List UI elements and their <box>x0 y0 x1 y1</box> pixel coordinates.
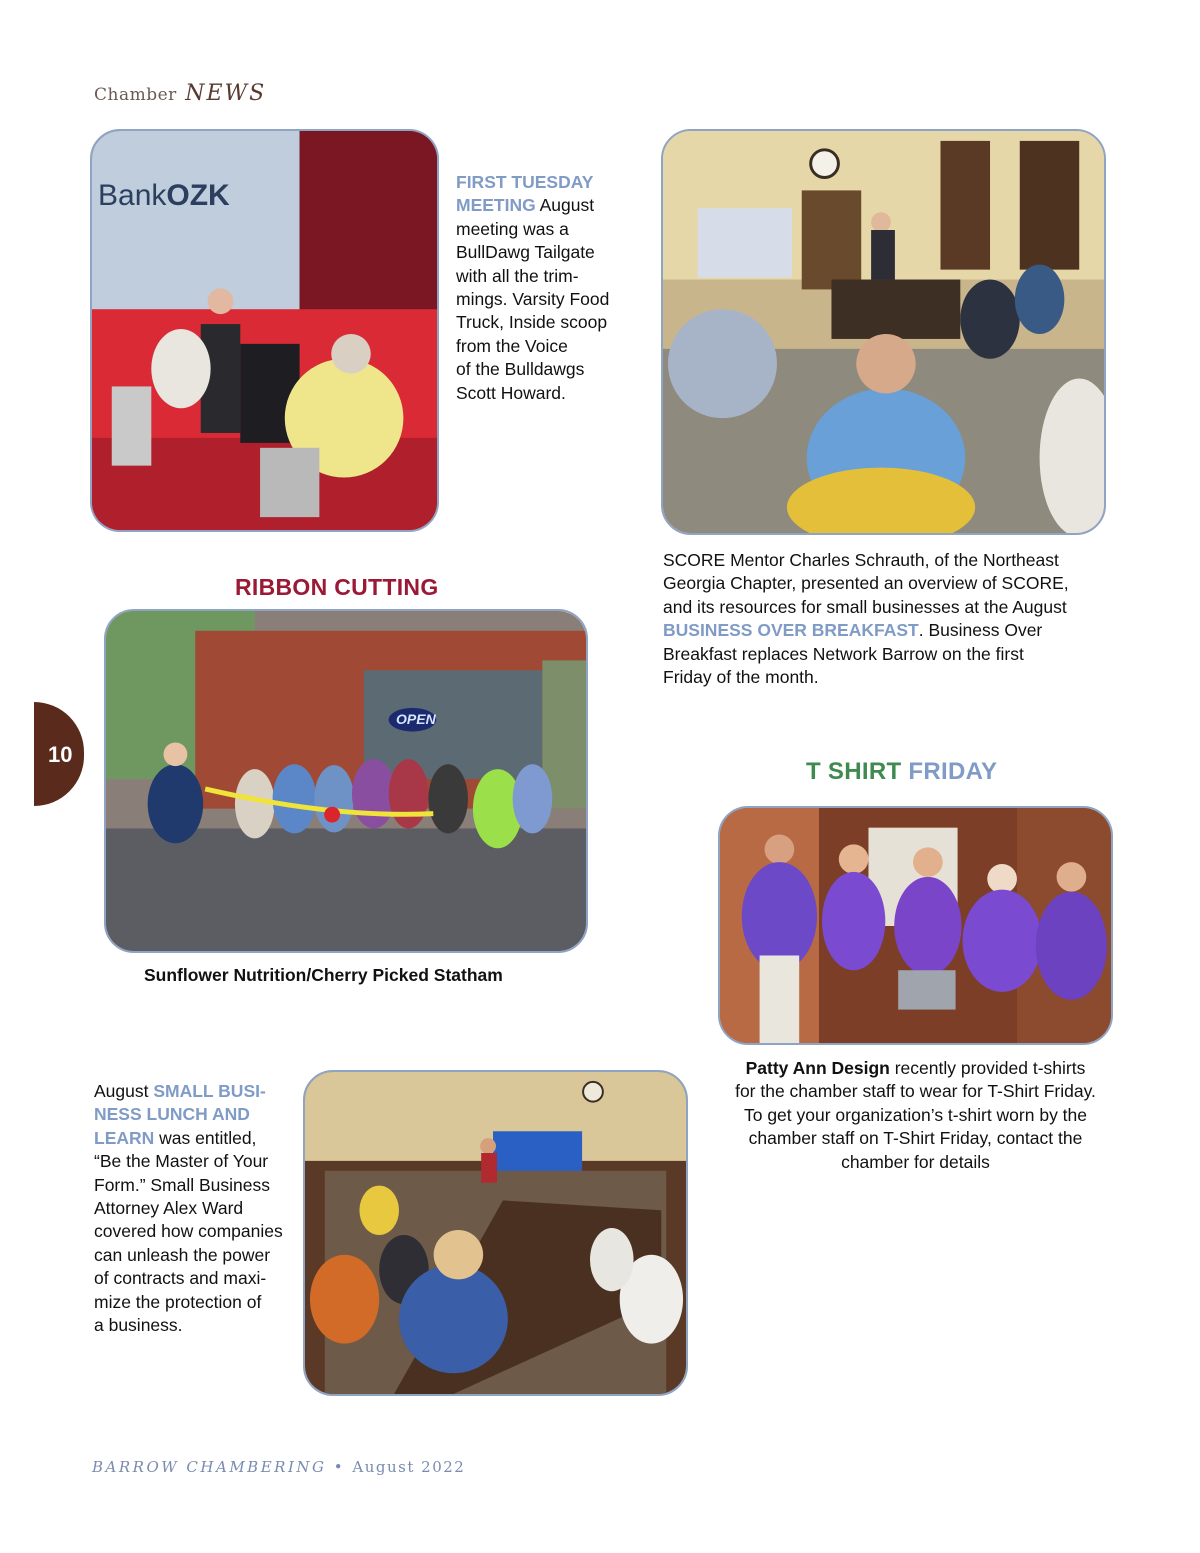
lunch-line: was entitled, <box>154 1127 257 1148</box>
first-tuesday-line: of the Bulldawgs <box>456 359 585 380</box>
lunch-line: of contracts and maxi- <box>94 1268 267 1289</box>
first-tuesday-line: BullDawg Tailgate <box>456 242 595 263</box>
lunch-line: can unleash the power <box>94 1244 271 1265</box>
lunch-line: Form.” Small Business <box>94 1174 271 1195</box>
patty-ann-design: Patty Ann Design <box>745 1058 890 1078</box>
first-tuesday-line: August <box>535 195 595 216</box>
lunch-prefix: August <box>94 1081 154 1101</box>
lunch-and-learn-text <box>94 1080 294 1337</box>
tshirt-friday-title <box>806 758 997 786</box>
lunch-highlight-3: LEARN <box>94 1127 155 1148</box>
page-number-tab <box>34 702 84 806</box>
tshirt-caption <box>718 1057 1113 1174</box>
bank-ozk-sign-b: OZK <box>166 179 230 212</box>
score-line: . Business Over <box>918 620 1043 641</box>
header-news: NEWS <box>185 81 267 106</box>
score-line: SCORE Mentor Charles Schrauth, of the Northeast <box>663 550 1059 570</box>
lunch-line: Attorney Alex Ward <box>94 1198 244 1219</box>
lunch-and-learn-photo <box>303 1070 688 1396</box>
first-tuesday-line: Truck, Inside scoop <box>456 312 608 333</box>
tshirt-friday-photo <box>718 806 1113 1045</box>
first-tuesday-highlight-2: MEETING <box>456 195 536 216</box>
score-presentation-photo <box>661 129 1106 535</box>
score-text <box>663 549 1103 689</box>
first-tuesday-text <box>456 171 646 405</box>
open-sign: OPEN <box>396 711 436 727</box>
first-tuesday-line: meeting was a <box>456 218 569 239</box>
score-line: Friday of the month. <box>663 667 819 688</box>
first-tuesday-highlight-1: FIRST TUESDAY <box>456 172 594 192</box>
header-chamber: Chamber <box>94 85 177 105</box>
score-line: Breakfast replaces Network Barrow on the first <box>663 643 1024 664</box>
lunch-highlight-2: NESS LUNCH AND <box>94 1104 250 1125</box>
score-line: Georgia Chapter, presented an overview of SCORE, <box>663 573 1069 594</box>
first-tuesday-line: mings. Varsity Food <box>456 289 610 310</box>
ribbon-cutting-caption: Sunflower Nutrition/Cherry Picked Statham <box>144 965 503 985</box>
tshirt-caption-line: chamber staff on T-Shirt Friday, contact the <box>748 1128 1083 1149</box>
footer-date: August 2022 <box>352 1458 466 1476</box>
first-tuesday-line: from the Voice <box>456 335 568 356</box>
footer-bullet: • <box>333 1458 346 1476</box>
tshirt-caption-line: recently provided t-shirts <box>889 1058 1086 1078</box>
tshirt-title-a: T SHIRT <box>806 758 902 785</box>
tshirt-title-b: FRIDAY <box>908 758 998 785</box>
first-tuesday-line: Scott Howard. <box>456 382 566 403</box>
lunch-line: a business. <box>94 1315 183 1336</box>
tshirt-caption-line: for the chamber staff to wear for T-Shirt Friday. <box>735 1081 1096 1102</box>
tshirt-caption-line: chamber for details <box>841 1151 990 1172</box>
page-number: 10 <box>48 742 73 767</box>
footer-publication: BARROW CHAMBERING <box>92 1458 327 1476</box>
first-tuesday-photo <box>90 129 439 532</box>
ribbon-cutting-title: RIBBON CUTTING <box>235 574 439 600</box>
lunch-line: covered how companies <box>94 1221 283 1242</box>
page-header <box>94 81 266 106</box>
bank-ozk-sign <box>98 179 230 213</box>
lunch-line: mize the protection of <box>94 1291 262 1312</box>
ribbon-cutting-photo <box>104 609 588 953</box>
lunch-highlight-1: SMALL BUSI- <box>153 1081 266 1101</box>
score-line: and its resources for small businesses at the August <box>663 596 1067 617</box>
page-footer <box>92 1458 465 1476</box>
first-tuesday-line: with all the trim- <box>456 265 579 286</box>
bank-ozk-sign-a: Bank <box>98 179 167 212</box>
tshirt-caption-line: To get your organization’s t-shirt worn by the <box>743 1104 1088 1125</box>
lunch-line: “Be the Master of Your <box>94 1151 269 1172</box>
business-over-breakfast-highlight: BUSINESS OVER BREAKFAST <box>663 620 919 641</box>
